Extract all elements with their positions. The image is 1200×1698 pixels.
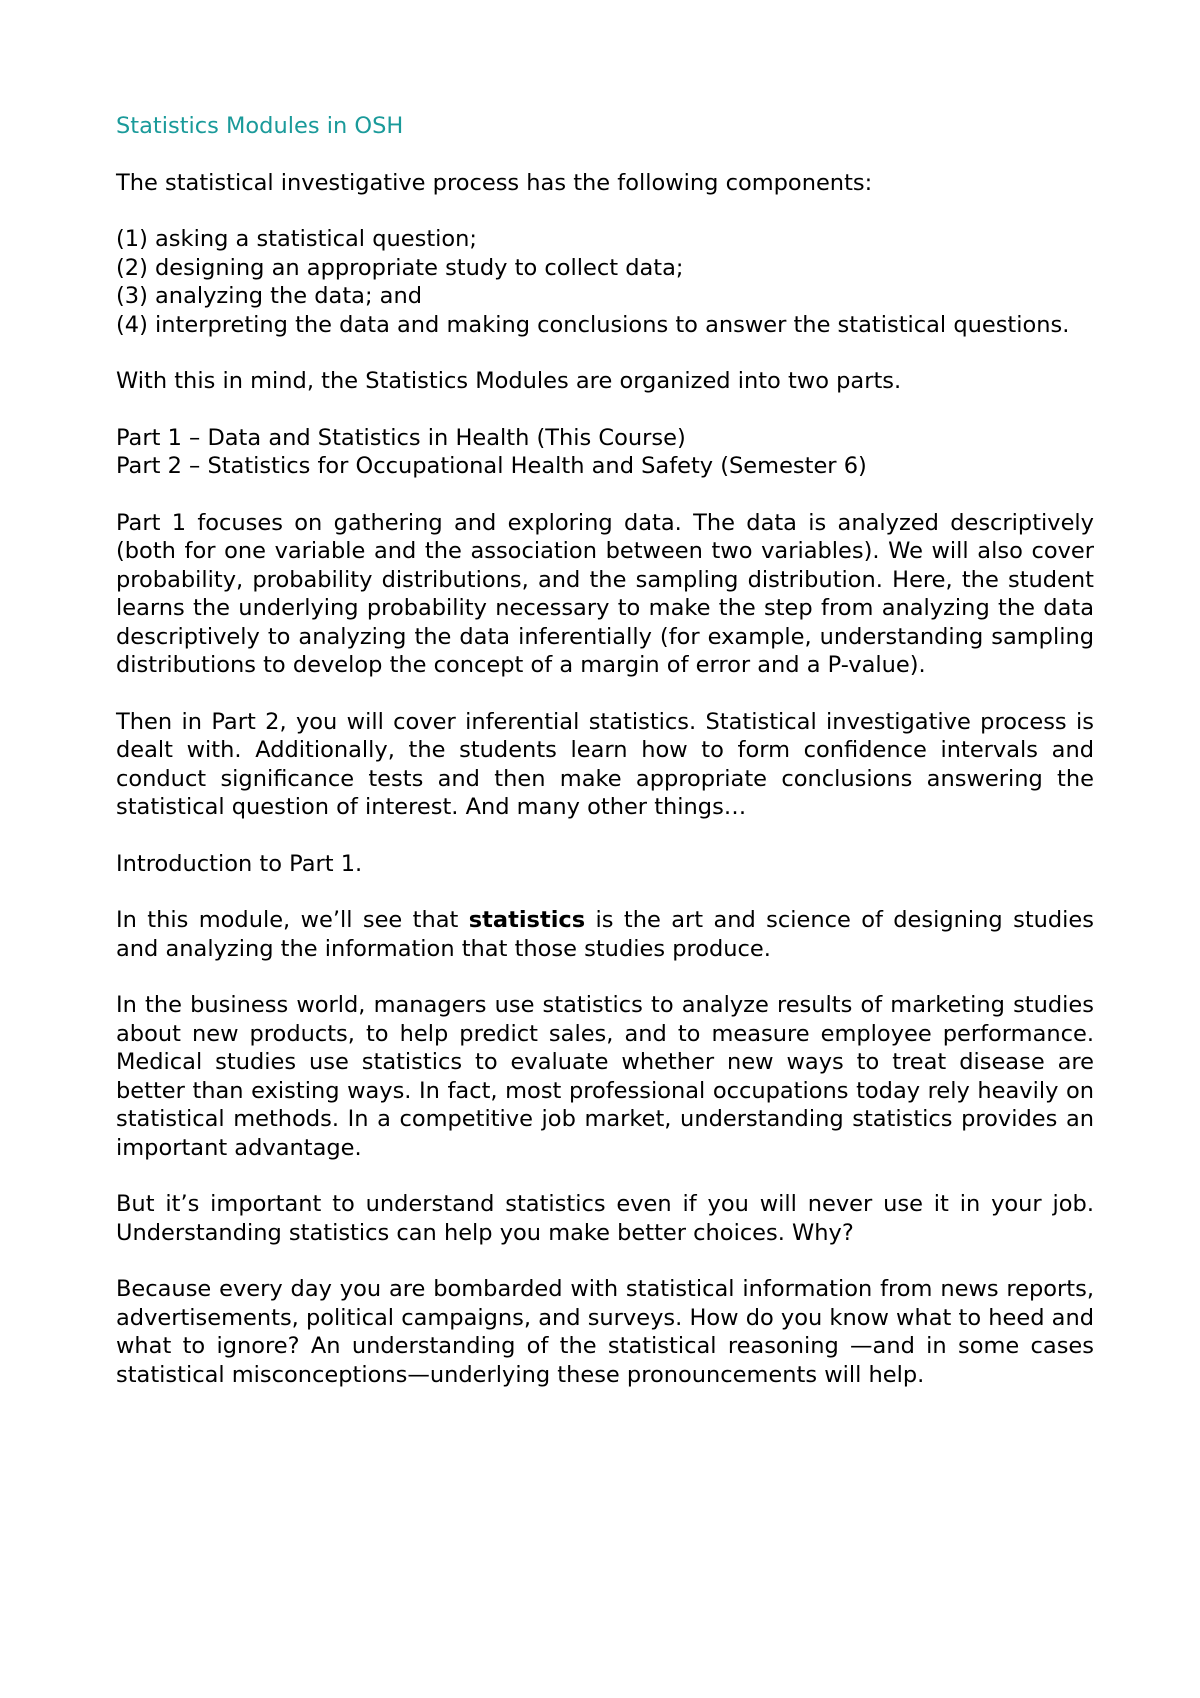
module-paragraph: [116, 906, 1094, 963]
list-item: (3) analyzing the data; and: [116, 283, 423, 309]
statistics-bold: statistics: [468, 907, 586, 933]
part-1-line: Part 1 – Data and Statistics in Health (This Course): [116, 424, 686, 451]
list-item: (4) interpreting the data and making conclusions to answer the statistical questions.: [116, 311, 1070, 338]
list-item: (1) asking a statistical question;: [116, 226, 477, 252]
module-text-after: is the art and science of designing studies and analyzing the information that those studies produce.: [116, 907, 1094, 962]
module-text-before: In this module, we’ll see that: [116, 907, 469, 933]
parts-list: [116, 424, 1094, 481]
bombarded-paragraph: Because every day you are bombarded with statistical information from news reports, advertisements, political campaigns, and surveys. How do you know what to heed and what to ignore? An understanding of the statistical reasoning —and in some cases statistical misconceptions—underlying these pronouncements will help.: [116, 1276, 1094, 1388]
intro-part1-heading: Introduction to Part 1.: [116, 850, 363, 877]
importance-paragraph: But it’s important to understand statistics even if you will never use it in your job. Understanding statistics can help you make better choices. Why?: [116, 1191, 1094, 1246]
part-2-line: Part 2 – Statistics for Occupational Health and Safety (Semester 6): [116, 453, 867, 479]
organized-paragraph: With this in mind, the Statistics Modules are organized into two parts.: [116, 368, 902, 394]
document-page: [116, 112, 1094, 1417]
components-list: [116, 225, 1094, 339]
part2-focus-paragraph: Then in Part 2, you will cover inferential statistics. Statistical investigative process is dealt with. Additionally, the students learn how to form confidence intervals and conduct significance tests and then make appropriate conclusions answering the statistical question of interest. And many other things…: [116, 708, 1094, 820]
intro-paragraph: The statistical investigative process has the following components:: [116, 169, 873, 196]
business-paragraph: In the business world, managers use statistics to analyze results of marketing studies about new products, to help predict sales, and to measure employee performance. Medical studies use statistics to evaluate whether new ways to treat disease are better than existing ways. In fact, most professional occupations today rely heavily on statistical methods. In a competitive job market, understanding statistics provides an important advantage.: [116, 992, 1094, 1161]
list-item: (2) designing an appropriate study to collect data;: [116, 254, 684, 281]
document-title: Statistics Modules in OSH: [116, 113, 404, 139]
part1-focus-paragraph: Part 1 focuses on gathering and exploring data. The data is analyzed descriptively (both for one variable and the association between two variables). We will also cover probability, probability distributions, and the sampling distribution. Here, the student learns the underlying probability necessary to make the step from analyzing the data descriptively to analyzing the data inferentially (for example, understanding sampling distributions to develop the concept of a margin of error and a P-value).: [116, 509, 1094, 678]
